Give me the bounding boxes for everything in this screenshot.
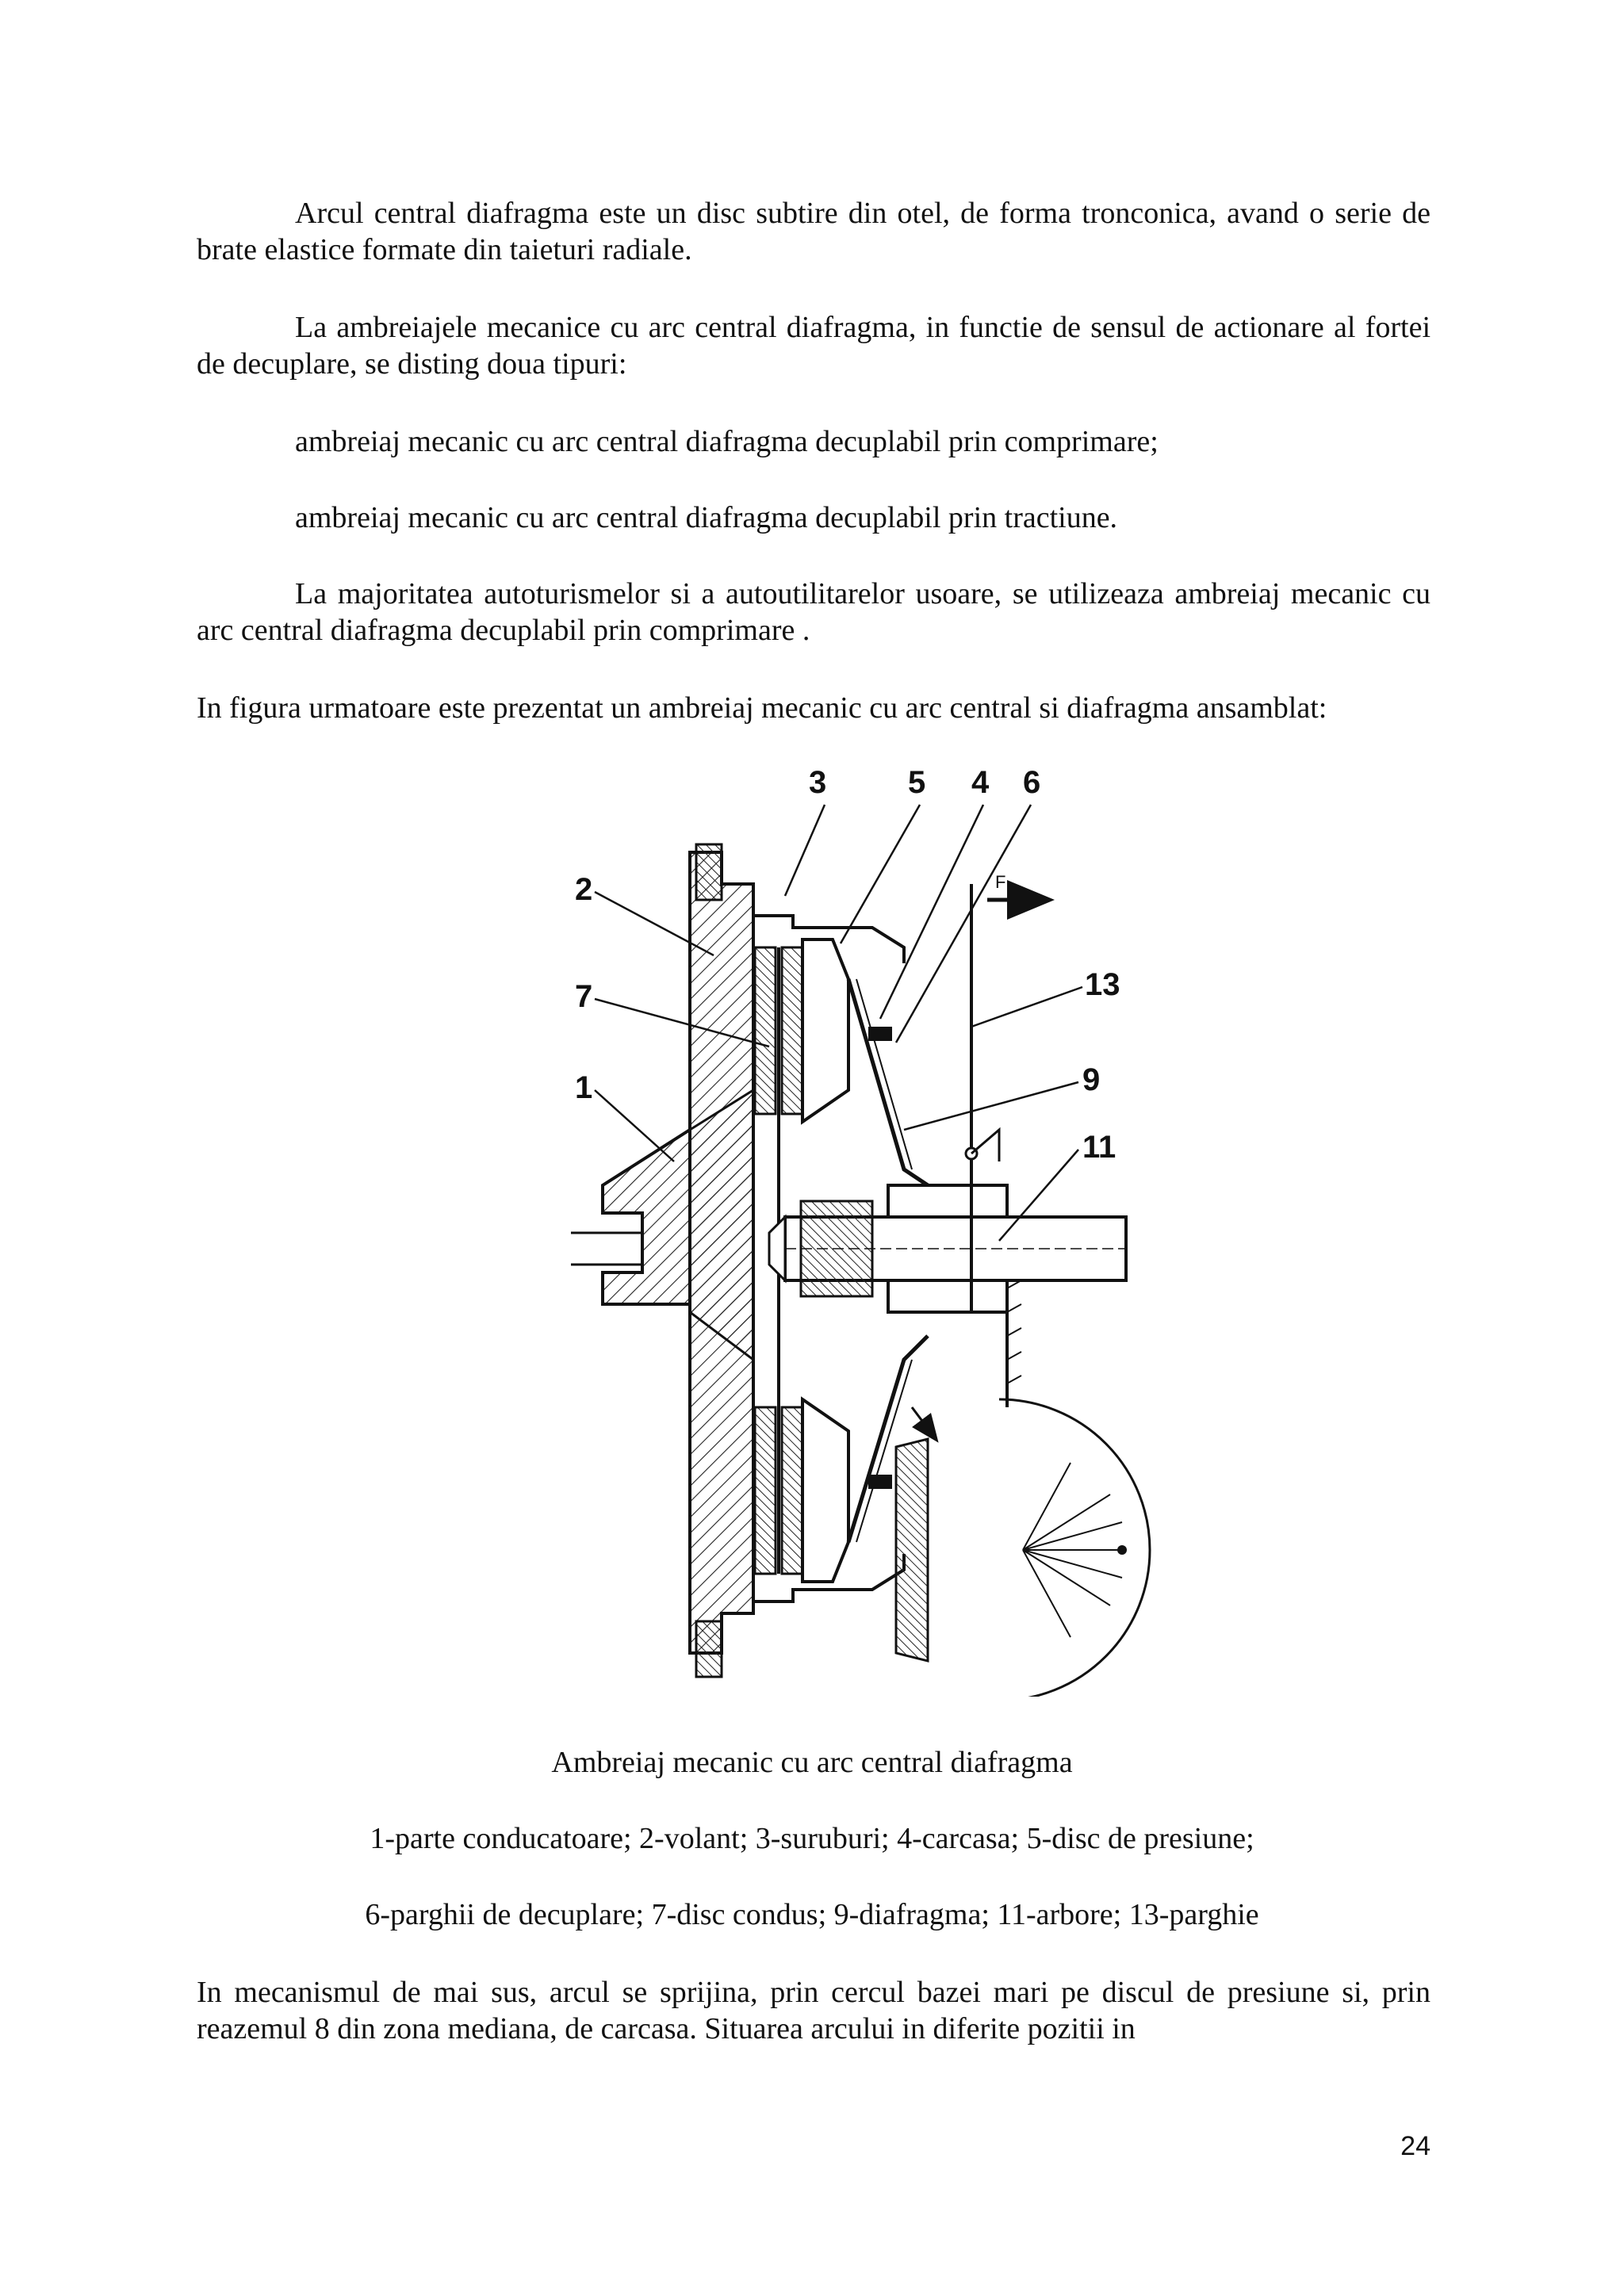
figure-caption: Ambreiaj mecanic cu arc central diafragma <box>551 1746 1073 1779</box>
label-13: 13 <box>1085 967 1120 1002</box>
page-number: 24 <box>1400 2131 1431 2161</box>
paragraph-3: La majoritatea autoturismelor si a autoutilitarelor usoare, se utilizeaza ambreiaj mecanic cu arc central diafragma decuplabil prin comprimare . <box>197 577 1431 647</box>
diaphragm-front-view <box>999 1399 1150 1697</box>
label-6: 6 <box>1023 765 1041 800</box>
label-3: 3 <box>809 765 827 800</box>
paragraph-4: In figura urmatoare este prezentat un ambreiaj mecanic cu arc central si diafragma ansamblat: <box>197 691 1327 725</box>
paragraph-1: Arcul central diafragma este un disc subtire din otel, de forma tronconica, avand o serie de brate elastice formate din taieturi radiale. <box>197 197 1431 266</box>
paragraph-2: La ambreiajele mecanice cu arc central diafragma, in functie de sensul de actionare al fortei de decuplare, se disting doua tipuri: <box>197 311 1431 381</box>
list-item-compression: ambreiaj mecanic cu arc central diafragma decuplabil prin comprimare; <box>295 425 1159 458</box>
label-5: 5 <box>908 765 926 800</box>
crankshaft-hub <box>603 1130 690 1304</box>
label-11: 11 <box>1082 1130 1116 1165</box>
label-1: 1 <box>575 1070 593 1105</box>
clutch-diagram <box>555 757 1189 1697</box>
paragraph-5: In mecanismul de mai sus, arcul se sprijina, prin cercul bazei mari pe discul de presiune si, prin reazemul 8 din zona mediana, de carcasa. Situarea arcului in diferite pozitii in <box>197 1976 1431 2045</box>
list-item-traction: ambreiaj mecanic cu arc central diafragma decuplabil prin tractiune. <box>295 501 1118 534</box>
label-7: 7 <box>575 979 593 1014</box>
figure-legend-line-2: 6-parghii de decuplare; 7-disc condus; 9-diafragma; 11-arbore; 13-parghie <box>365 1898 1259 1931</box>
label-4: 4 <box>971 765 990 800</box>
figure-legend-line-1: 1-parte conducatoare; 2-volant; 3-suruburi; 4-carcasa; 5-disc de presiune; <box>370 1822 1254 1855</box>
label-2: 2 <box>575 872 593 907</box>
label-9: 9 <box>1082 1062 1101 1097</box>
force-label: F <box>995 872 1006 892</box>
